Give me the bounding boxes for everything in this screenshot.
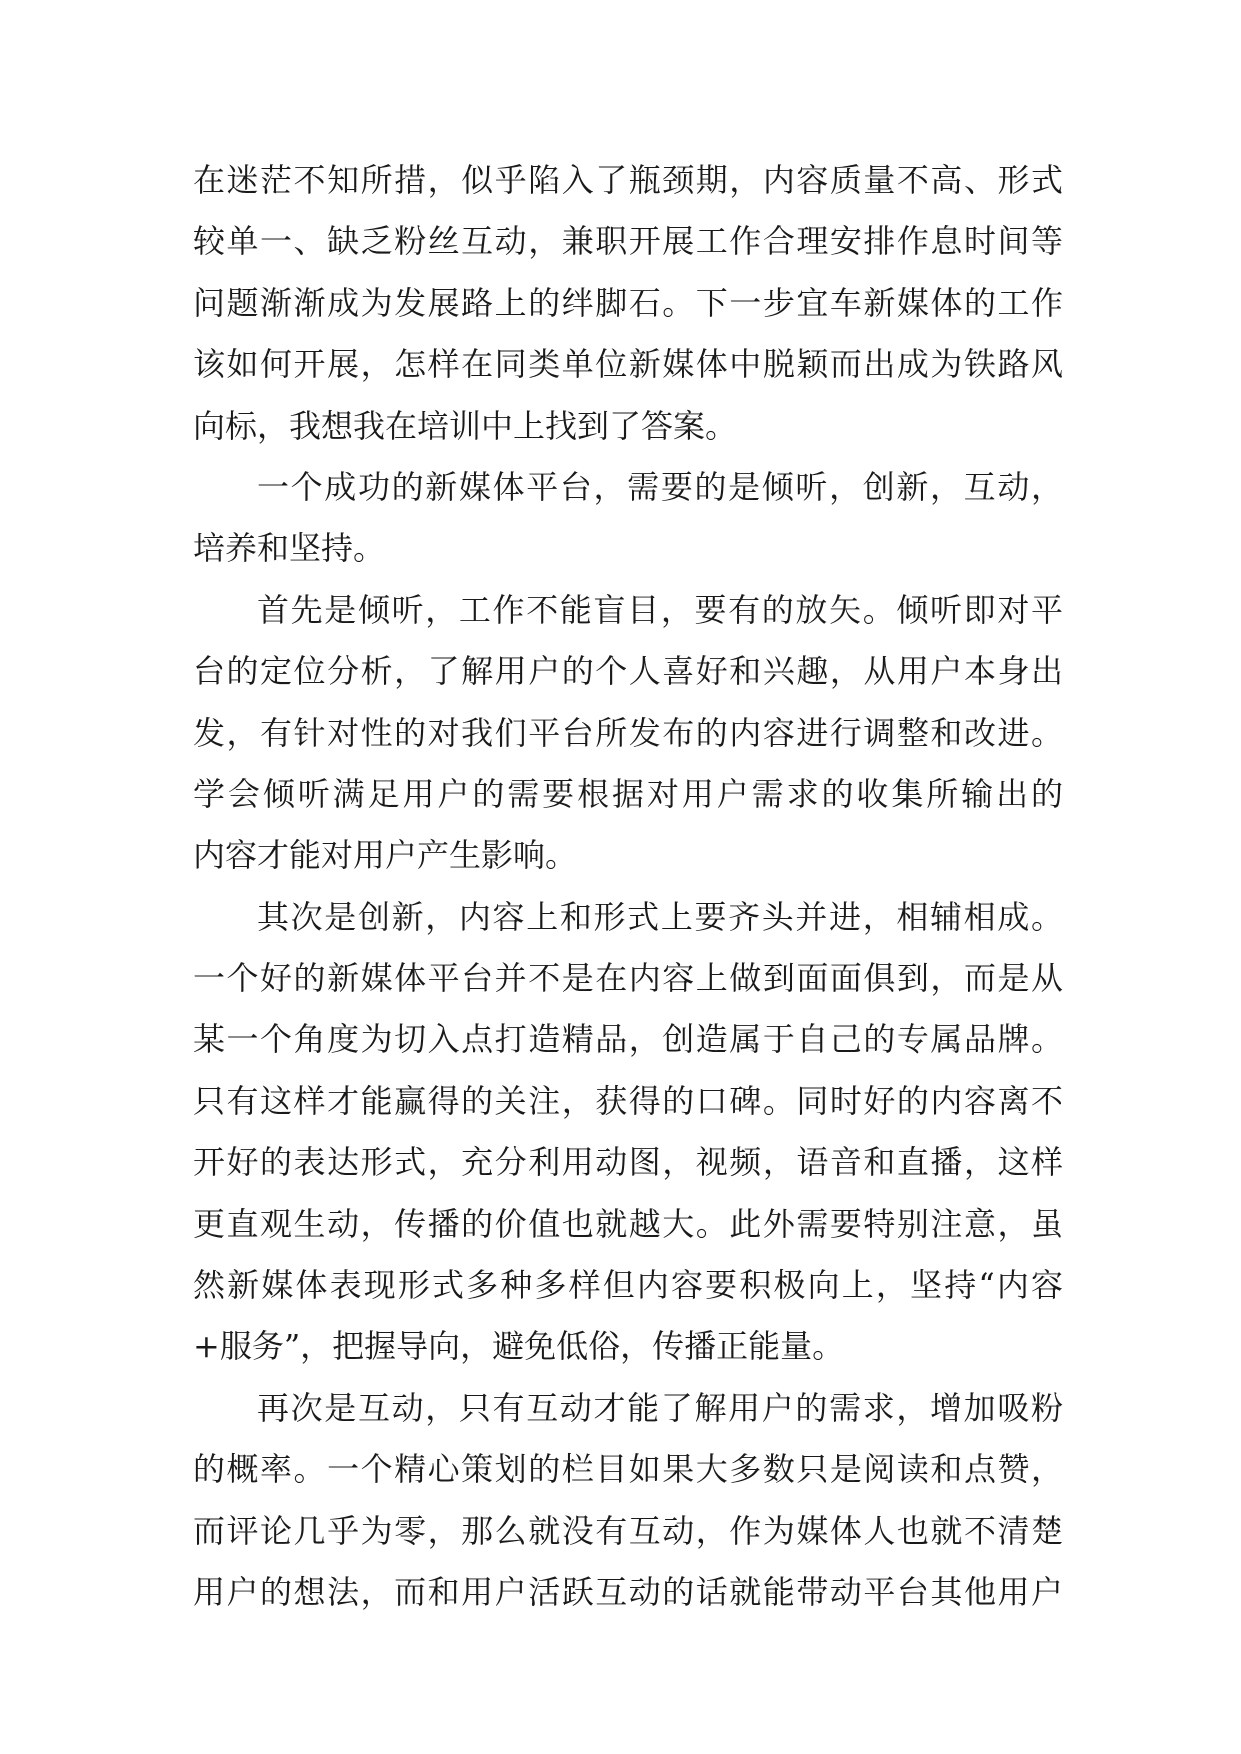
paragraph-first-line: 首先是倾听，工作不能盲目，要有的放矢。倾听即对平 (257, 590, 1063, 629)
document-body (193, 160, 1063, 1633)
text-line: 而评论几乎为零，那么就没有互动，作为媒体人也就不清楚 (193, 1511, 1063, 1550)
text-line: 培养和坚持。 (193, 529, 386, 568)
text-line: 的概率。一个精心策划的栏目如果大多数只是阅读和点赞， (193, 1450, 1063, 1489)
text-line: 台的定位分析，了解用户的个人喜好和兴趣，从用户本身出 (193, 652, 1063, 691)
text-line: 更直观生动，传播的价值也就越大。此外需要特别注意，虽 (193, 1204, 1063, 1243)
text-line: 一个好的新媒体平台并不是在内容上做到面面俱到，而是从 (193, 959, 1063, 998)
text-line: 内容才能对用户产生影响。 (193, 836, 578, 875)
paragraph-first-line: 其次是创新，内容上和形式上要齐头并进，相辅相成。 (257, 897, 1063, 936)
text-line: 开好的表达形式，充分利用动图，视频，语音和直播，这样 (193, 1143, 1063, 1182)
text-line: 该如何开展，怎样在同类单位新媒体中脱颖而出成为铁路风 (193, 345, 1063, 384)
text-line: +服务”，把握导向，避免低俗，传播正能量。 (193, 1327, 845, 1366)
paragraph-first-line: 再次是互动，只有互动才能了解用户的需求，增加吸粉 (257, 1388, 1063, 1427)
text-line: 向标，我想我在培训中上找到了答案。 (193, 406, 738, 445)
text-line: 然新媒体表现形式多种多样但内容要积极向上，坚持“内容 (193, 1266, 1063, 1305)
text-line: 在迷茫不知所措，似乎陷入了瓶颈期，内容质量不高、形式 (193, 161, 1063, 199)
text-line: 某一个角度为切入点打造精品，创造属于自己的专属品牌。 (193, 1020, 1063, 1059)
paragraph-first-line: 一个成功的新媒体平台，需要的是倾听，创新，互动， (257, 467, 1063, 506)
text-line: 只有这样才能赢得的关注，获得的口碑。同时好的内容离不 (193, 1081, 1063, 1120)
text-line: 较单一、缺乏粉丝互动，兼职开展工作合理安排作息时间等 (193, 222, 1063, 261)
text-line: 发，有针对性的对我们平台所发布的内容进行调整和改进。 (193, 713, 1063, 752)
text-line: 用户的想法，而和用户活跃互动的话就能带动平台其他用户 (193, 1572, 1063, 1611)
text-line: 学会倾听满足用户的需要根据对用户需求的收集所输出的 (193, 774, 1063, 813)
text-line: 问题渐渐成为发展路上的绊脚石。下一步宜车新媒体的工作 (193, 283, 1063, 322)
